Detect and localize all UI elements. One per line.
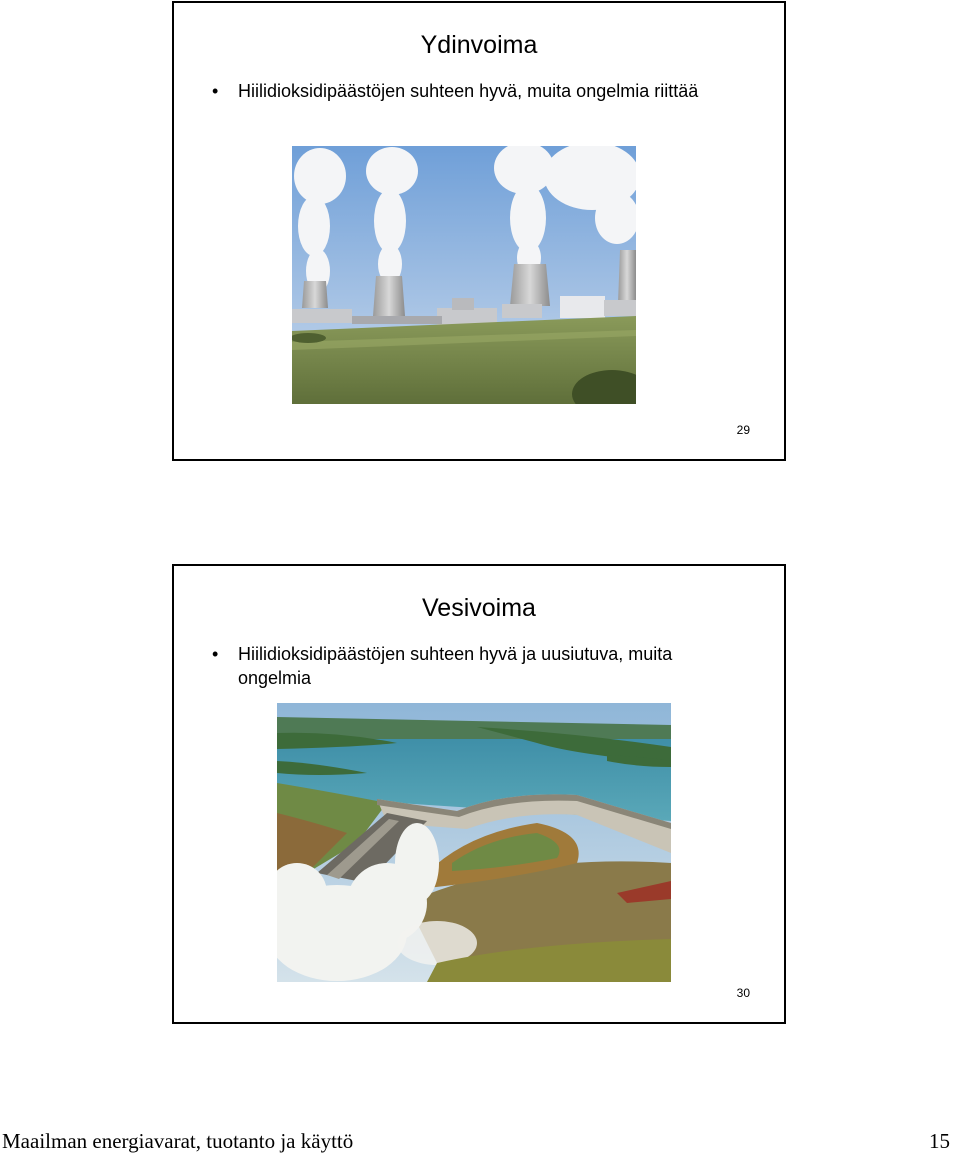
slide-number: 30: [736, 986, 750, 1000]
slide-title: Vesivoima: [422, 594, 536, 622]
bullet-point: [212, 642, 732, 690]
bullet-point: [212, 79, 732, 103]
slide-title: Ydinvoima: [420, 31, 538, 59]
bullet-text: Hiilidioksidipäästöjen suhteen hyvä, muita ongelmia riittää: [238, 81, 699, 101]
slide-29: [172, 1, 786, 461]
bullet-dot: •: [212, 81, 219, 101]
nuclear-plant-photo: [292, 146, 636, 404]
footer-page-number: 15: [929, 1129, 950, 1153]
footer-title: Maailman energiavarat, tuotanto ja käyttö: [2, 1129, 354, 1153]
hydro-dam-photo: [277, 703, 671, 982]
bullet-text: Hiilidioksidipäästöjen suhteen hyvä ja uusiutuva, muita ongelmia: [238, 644, 673, 688]
slide-number: 29: [736, 423, 750, 437]
slide-30: [172, 564, 786, 1024]
bullet-dot: •: [212, 644, 219, 664]
